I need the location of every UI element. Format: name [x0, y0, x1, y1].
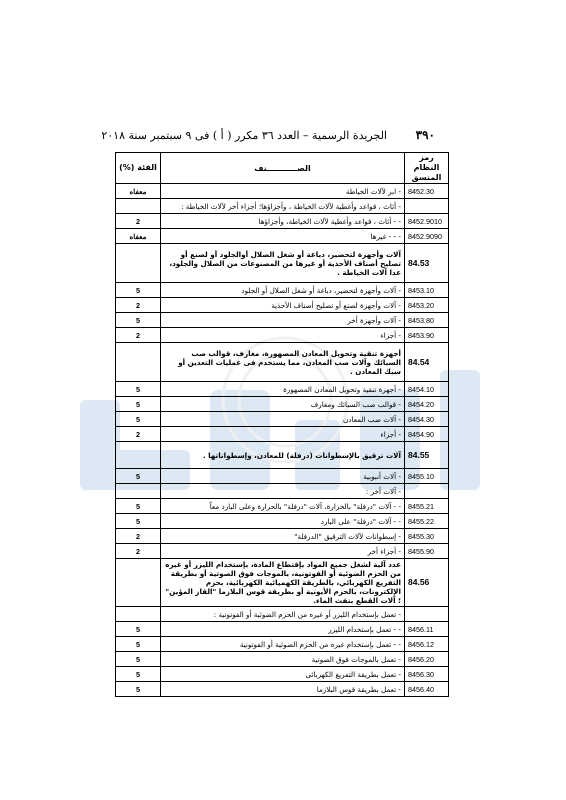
rate-cell: 5: [116, 667, 161, 682]
description-cell: أجهزة تنقية وتحويل المعادن المصهورة، مغارف، قوالب صب السبائك وآلات صب المعادن، مما يستخدم فى عمليات التعدين أو سبك المعادن .: [161, 343, 405, 382]
description-cell: - آلات أنبوبية: [161, 469, 405, 484]
hs-code-cell: 8453.80: [405, 313, 449, 328]
hs-code-cell: [405, 199, 449, 214]
table-row: [116, 382, 449, 397]
description-cell: - تعمل بإستخدام الليزر أو غيره من الحزم الضوئية أو الفوتونية :: [161, 607, 405, 622]
description-cell: - أجهزة تنقية وتحويل المعادن المصهورة: [161, 382, 405, 397]
hs-code-cell: 8454.90: [405, 427, 449, 442]
hs-code-cell: 8455.30: [405, 529, 449, 544]
hs-code-cell: 8456.12: [405, 637, 449, 652]
rate-cell: 5: [116, 313, 161, 328]
col-header-code: رمز النظام المنسق: [405, 153, 449, 184]
rate-cell: 5: [116, 514, 161, 529]
hs-code-cell: 8456.30: [405, 667, 449, 682]
rate-cell: 5: [116, 412, 161, 427]
hs-code-cell: 8452.9010: [405, 214, 449, 229]
rate-cell: [116, 199, 161, 214]
description-cell: - - تعمل بإستخدام غيره من الحزم الضوئية أو الفوتونية: [161, 637, 405, 652]
rate-cell: 5: [116, 469, 161, 484]
description-cell: - آلات أخر :: [161, 484, 405, 499]
description-cell: - - - غيرها: [161, 229, 405, 244]
description-cell: - آلات صب المعادن: [161, 412, 405, 427]
table-row: [116, 184, 449, 199]
table-row: [116, 484, 449, 499]
rate-cell: [116, 484, 161, 499]
table-row: [116, 652, 449, 667]
description-cell: - ابر لآلات الخياطة: [161, 184, 405, 199]
gazette-title: الجريدة الرسمية – العدد ٣٦ مكرر ( أ ) فى ٩ سبتمبر سنة ٢٠١٨: [101, 129, 387, 142]
description-cell: - إسطوانات لآلات الترقيق "الدرفلة": [161, 529, 405, 544]
table-row: [116, 529, 449, 544]
rate-cell: 5: [116, 499, 161, 514]
rate-cell: [116, 442, 161, 469]
rate-cell: [116, 559, 161, 607]
rate-cell: 5: [116, 382, 161, 397]
hs-code-cell: [405, 484, 449, 499]
rate-cell: معفاه: [116, 184, 161, 199]
rate-cell: 2: [116, 298, 161, 313]
description-cell: - قوالب صب السبائك ومغارف: [161, 397, 405, 412]
hs-code-cell: 8455.21: [405, 499, 449, 514]
description-cell: - - آلات "درفلة" بالحرارة، آلات "درفلة" بالحرارة وعلى البارد معاً: [161, 499, 405, 514]
rate-cell: 2: [116, 328, 161, 343]
table-row: [116, 682, 449, 697]
table-row: [116, 514, 449, 529]
hs-code-cell: 8456.11: [405, 622, 449, 637]
hs-code-cell: 8455.22: [405, 514, 449, 529]
rate-cell: [116, 343, 161, 382]
rate-cell: 2: [116, 427, 161, 442]
description-cell: - - أثاث ، قواعد وأغطية لآلات الخياطة، وأجزاؤها: [161, 214, 405, 229]
rate-cell: 5: [116, 682, 161, 697]
rate-cell: 2: [116, 214, 161, 229]
hs-code-cell: 8453.90: [405, 328, 449, 343]
table-row: [116, 499, 449, 514]
description-cell: - تعمل بطريقة قوس البلازما: [161, 682, 405, 697]
hs-code-cell: 8453.10: [405, 283, 449, 298]
col-header-rate: الفئة (%): [116, 153, 161, 184]
rate-cell: 5: [116, 283, 161, 298]
hs-code-cell: 8456.20: [405, 652, 449, 667]
hs-code-cell: [405, 607, 449, 622]
rate-cell: [116, 244, 161, 283]
rate-cell: 5: [116, 622, 161, 637]
table-row: [116, 607, 449, 622]
table-row: [116, 199, 449, 214]
hs-code-cell: 84.56: [405, 559, 449, 607]
hs-code-cell: 8453.20: [405, 298, 449, 313]
description-cell: آلات ترقيق بالإسطوانات (درفلة) للمعادن، وإسطواناتها .: [161, 442, 405, 469]
hs-code-cell: 8452.9090: [405, 229, 449, 244]
table-row: [116, 622, 449, 637]
heading-row: [116, 559, 449, 607]
description-cell: - - تعمل بإستخدام الليزر: [161, 622, 405, 637]
hs-code-cell: 8454.30: [405, 412, 449, 427]
hs-code-cell: 84.55: [405, 442, 449, 469]
heading-row: [116, 442, 449, 469]
description-cell: - أجزاء: [161, 328, 405, 343]
rate-cell: معفاه: [116, 229, 161, 244]
table-row: [116, 412, 449, 427]
hs-code-cell: 8455.10: [405, 469, 449, 484]
description-cell: - أجزاء: [161, 427, 405, 442]
description-cell: - أجزاء أخر: [161, 544, 405, 559]
hs-code-cell: 8455.90: [405, 544, 449, 559]
rate-cell: 5: [116, 652, 161, 667]
description-cell: - تعمل بالموجات فوق الصوتية: [161, 652, 405, 667]
col-header-description: الصـــــــــــنف: [161, 153, 405, 184]
hs-code-cell: 84.53: [405, 244, 449, 283]
table-row: [116, 427, 449, 442]
table-row: [116, 313, 449, 328]
table-row: [116, 328, 449, 343]
description-cell: - آلات وأجهزة أخر: [161, 313, 405, 328]
description-cell: - - آلات "درفلة" على البارد: [161, 514, 405, 529]
description-cell: - تعمل بطريقة التفريغ الكهربائى: [161, 667, 405, 682]
table-row: [116, 283, 449, 298]
description-cell: - أثاث ، قواعد وأغطية لآلات الخياطة ، وأجزاؤها؛ أجزاء أخر لآلات الخياطة :: [161, 199, 405, 214]
heading-row: [116, 343, 449, 382]
page-number: ٣٩٠: [415, 128, 435, 142]
hs-code-cell: 84.54: [405, 343, 449, 382]
table-row: [116, 214, 449, 229]
table-row: [116, 229, 449, 244]
description-cell: - آلات وأجهزة لصنع أو تصليح أصناف الأحذية: [161, 298, 405, 313]
table-row: [116, 469, 449, 484]
rate-cell: [116, 607, 161, 622]
heading-row: [116, 244, 449, 283]
hs-code-cell: 8454.10: [405, 382, 449, 397]
table-row: [116, 298, 449, 313]
table-row: [116, 544, 449, 559]
rate-cell: 5: [116, 637, 161, 652]
hs-code-cell: 8452.30: [405, 184, 449, 199]
tariff-table: [115, 152, 449, 697]
table-row: [116, 667, 449, 682]
rate-cell: 5: [116, 397, 161, 412]
description-cell: - آلات وأجهزة لتحضير، دباغة أو شغل الصلال أو الجلود: [161, 283, 405, 298]
hs-code-cell: 8454.20: [405, 397, 449, 412]
table-row: [116, 397, 449, 412]
hs-code-cell: 8456.40: [405, 682, 449, 697]
rate-cell: 2: [116, 544, 161, 559]
rate-cell: 2: [116, 529, 161, 544]
page-header: [101, 128, 435, 146]
table-header-row: [116, 153, 449, 184]
table-row: [116, 637, 449, 652]
description-cell: آلات وأجهزة لتحضير، دباغة أو شغل الصلال أوالجلود أو لصنع أو تصليح أصناف الأحذية أو غيرها من المصنوعات من الصلال والجلود، عدا آلات الخياطة .: [161, 244, 405, 283]
description-cell: عدد آلية لشغل جميع المواد بإقتطاع المادة، بإستخدام الليزر أو غيره من الحزم الضوئية أو الفوتونية، بالموجات فوق الصوتية أو بطريقة التفريغ الكهربائي، بالطريقة الكهميائية الكهربائية، بحزم الإلكترونات، بالحزم الأيونية أو بطريقة قوس البلازما "القاز المؤين" ؛ آلات القطع بنفث الماء.: [161, 559, 405, 607]
